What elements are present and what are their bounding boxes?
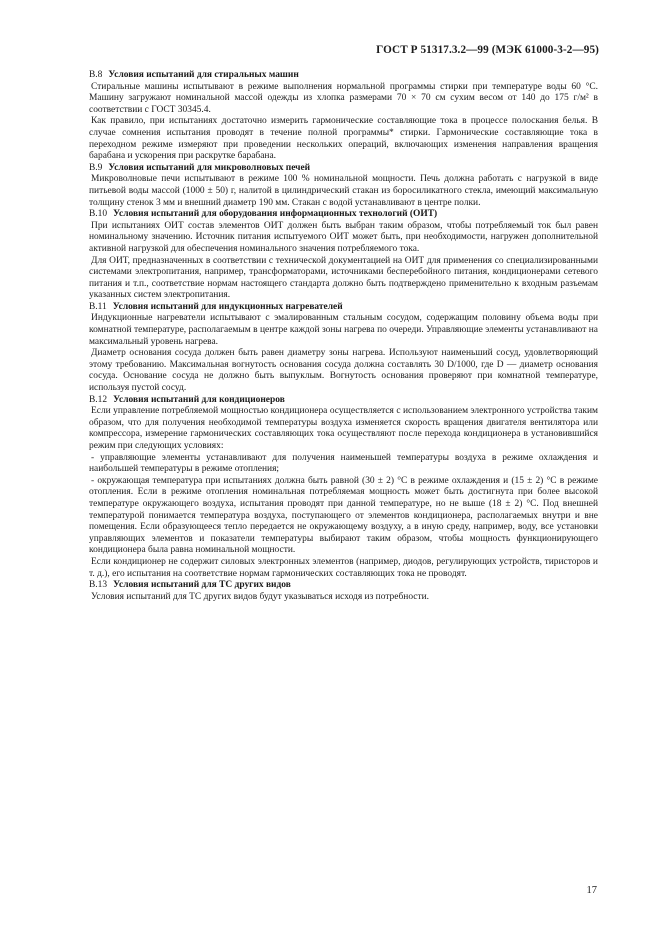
section-heading [89,580,598,592]
section-title: Условия испытаний для ТС других видов [113,580,291,591]
section-b12 [89,395,598,581]
paragraph: Микроволновые печи испытывают в режиме 100 % номинальной мощности. Печь должна работать с нагрузкой в виде питьевой воды массой (1000 ± 50) г, налитой в цилиндрический стакан из боросиликатного стекла, имеющий максимальную толщину стенок 3 мм и внешний диаметр 190 мм. Стакан с водой устанавливают в центре полки. [89,174,598,208]
document-header: ГОСТ Р 51317.3.2—99 (МЭК 61000-3-2—95) [376,44,599,56]
section-number: В.10 [89,209,108,220]
section-b10 [89,209,598,302]
section-number: В.9 [89,162,103,173]
section-heading [89,302,598,314]
section-heading [89,70,598,82]
paragraph: Если кондиционер не содержит силовых электронных элементов (например, диодов, регулирующих устройств, тиристоров и т. д.), его испытания на соответствие нормам гармонических составляющих тока не проводят. [89,556,598,579]
paragraph: Диаметр основания сосуда должен быть равен диаметру зоны нагрева. Используют наименьший сосуд, удовлетворяющий этому требованию. Максимальная вогнутость основания сосуда должна составлять 30 D/1000, где D — диаметр основания сосуда. Основание сосуда не должно быть выпуклым. Вогнутость основания проверяют при комнатной температуре, используя пустой сосуд. [89,348,598,394]
section-number: В.12 [89,394,108,405]
section-heading [89,395,598,407]
paragraph: Как правило, при испытаниях достаточно измерить гармонические составляющие тока в процессе полоскания белья. В случае сомнения испытания проводят в течение полной программы* стирки. Гармонические составляющие тока в переходном режиме измеряют при проведении нескольких операций, включающих изменения направления вращения барабана и ускорения при раскрутке барабана. [89,116,598,162]
section-heading [89,163,598,175]
section-title: Условия испытаний для индукционных нагревателей [112,301,343,312]
section-number: В.8 [89,70,103,80]
paragraph: Индукционные нагреватели испытывают с эмалированным стальным сосудом, содержащим половину объема воды при комнатной температуре, располагаемым в центре каждой зоны нагрева по очереди. Управляющие элементы устанавливают на максимальный уровень нагрева. [89,313,598,347]
list-item: - окружающая температура при испытаниях должна быть равной (30 ± 2) °С в режиме охлаждения и (15 ± 2) °С в режиме отопления. Если в режиме отопления номинальная потребляемая мощность может быть достигнута при более высокой температуре окружающего воздуха, испытания проводят при данной температуре, но не выше (18 ± 2) °С. Под внешней температурой понимается температура воздуха, поступающего от элементов кондиционера, располагаемых внутри и вне помещения. Если образующееся тепло передается не окружающему воздуху, а в иную среду, например, воду, все установки управляющих элементов и показатели температуры выбирают таким образом, чтобы мощность функционирующего кондиционера была равна номинальной мощности. [89,475,598,556]
section-number: В.11 [89,301,107,312]
page-number: 17 [586,885,597,896]
section-heading [89,209,598,221]
paragraph: Если управление потребляемой мощностью кондиционера осуществляется с использованием электронного устройства таким образом, что для получения необходимой температуры воздуха изменяется скорость вращения двигателя вентилятора или компрессора, измерение гармонических составляющих тока осуществляют после перехода кондиционера в установившийся режим при следующих условиях: [89,406,598,451]
section-b11 [89,302,598,395]
section-title: Условия испытаний для кондиционеров [113,394,285,405]
section-title: Условия испытаний для стиральных машин [108,70,299,80]
list-item: - управляющие элементы устанавливают для получения наименьшей температуры воздуха в режиме охлаждения и наибольшей температуры в режиме отопления; [89,452,598,475]
section-title: Условия испытаний для оборудования информационных технологий (ОИТ) [113,209,438,220]
paragraph: Для ОИТ, предназначенных в соответствии с технической документацией на ОИТ для применения со специализированными системами электропитания, например, трансформаторами, источниками бесперебойного питания, кондиционерами сетевого питания и т.п., соответствие нормам настоящего стандарта должно быть подтверждено применительно к входным разъемам указанных систем электропитания. [89,255,598,301]
paragraph: Условия испытаний для ТС других видов будут указываться исходя из потребности. [91,591,429,602]
paragraph: Стиральные машины испытывают в режиме выполнения нормальной программы стирки при температуре воды 60 °С. Машину загружают номинальной массой одежды из хлопка размерами 70 × 70 см сухим весом от 140 до 175 г/м² в соответствии с ГОСТ 30345.4. [89,81,598,115]
document-body [89,70,598,603]
paragraph: При испытаниях ОИТ состав элементов ОИТ должен быть выбран таким образом, чтобы потребляемый ток был равен номинальному значению. Источник питания испытуемого ОИТ может быть, при необходимости, нагружен дополнительной активной нагрузкой для обеспечения номинального значения потребляемого тока. [89,220,598,254]
section-b9 [89,163,598,209]
section-number: В.13 [89,580,108,591]
section-b8 [89,70,598,163]
section-title: Условия испытаний для микроволновых печей [108,162,311,173]
section-b13 [89,580,598,603]
